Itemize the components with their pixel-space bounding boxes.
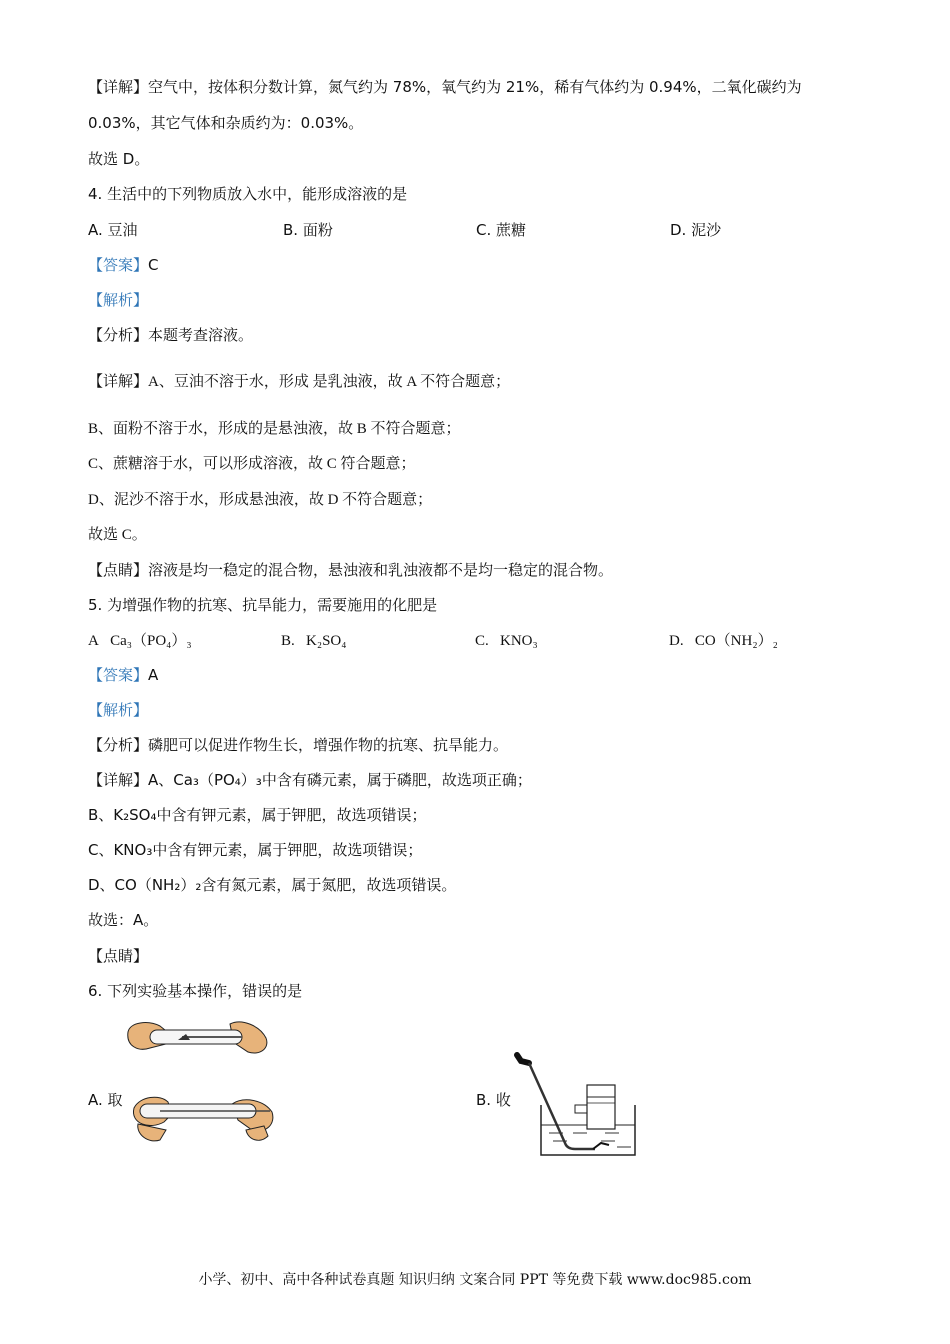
q5-detail-c: C、KNO₃中含有钾元素，属于钾肥，故选项错误；: [88, 841, 423, 859]
q6-stem: 6. 下列实验基本操作，错误的是: [88, 982, 303, 1000]
option-formula: CO（NH₂）₂: [694, 633, 778, 649]
answer-value: C: [148, 256, 159, 274]
option-formula: Ca₃（PO₄）₃: [110, 633, 192, 649]
q5-comment: 【点睛】: [88, 947, 149, 965]
q5-option-d: [669, 631, 778, 651]
q5-detail-a: 【详解】A、Ca₃（PO₄）₃中含有磷元素，属于磷肥，故选项正确；: [88, 771, 532, 789]
q6-option-b: B. 收: [476, 1091, 511, 1109]
q4-detail-c: C、蔗糖溶于水，可以形成溶液，故 C 符合题意；: [88, 456, 416, 472]
q4-analysis: 【分析】本题考查溶液。: [88, 326, 254, 344]
q4-stem: 4. 生活中的下列物质放入水中，能形成溶液的是: [88, 185, 408, 203]
q3-conclusion: 故选 D。: [88, 150, 150, 168]
gas-collection-apparatus-illustration: [505, 1045, 645, 1160]
q3-detail-line1: 【详解】空气中，按体积分数计算，氮气约为 78%，氧气约为 21%，稀有气体约为 0.94%，二氧化碳约为: [88, 78, 802, 96]
q4-detail-d: D、泥沙不溶于水，形成悬浊液，故 D 不符合题意；: [88, 492, 433, 508]
q4-option-d: D. 泥沙: [670, 221, 722, 239]
answer-tag: 【答案】: [88, 256, 149, 274]
q5-stem: 5. 为增强作物的抗寒、抗旱能力，需要施用的化肥是: [88, 596, 438, 614]
q4-detail-b: B、面粉不溶于水，形成的是悬浊液，故 B 不符合题意；: [88, 421, 461, 437]
option-formula: K₂SO₄: [306, 633, 347, 649]
q4-option-c: C. 蔗糖: [476, 221, 527, 239]
option-letter: C.: [475, 633, 489, 649]
q4-conclusion: 故选 C。: [88, 527, 147, 543]
q4-detail-a: 【详解】A、豆油不溶于水，形成 是乳浊液，故 A 不符合题意；: [88, 374, 511, 390]
q5-option-c: [475, 631, 538, 651]
q5-answer: [88, 665, 158, 685]
q5-option-a: [88, 631, 192, 651]
option-letter: D.: [669, 633, 684, 649]
answer-tag: 【答案】: [88, 666, 149, 684]
q3-detail-line2: 0.03%，其它气体和杂质约为：0.03%。: [88, 114, 364, 132]
q5-analysis: 【分析】磷肥可以促进作物生长，增强作物的抗寒、抗旱能力。: [88, 736, 509, 754]
q4-answer: [88, 255, 159, 275]
q4-analysis-tag: 【解析】: [88, 291, 149, 309]
q4-option-b: B. 面粉: [283, 221, 333, 239]
q4-comment: 【点睛】溶液是均一稳定的混合物，悬浊液和乳浊液都不是均一稳定的混合物。: [88, 561, 614, 579]
option-formula: KNO₃: [500, 633, 538, 649]
test-tube-hands-illustration: [120, 1012, 280, 1152]
page-footer: 小学、初中、高中各种试卷真题 知识归纳 文案合同 PPT 等免费下载 www.doc985.com: [198, 1272, 752, 1288]
q5-conclusion: 故选：A。: [88, 911, 159, 929]
q5-option-b: [281, 631, 346, 651]
q4-option-a: A. 豆油: [88, 221, 138, 239]
q5-detail-d: D、CO（NH₂）₂含有氮元素，属于氮肥，故选项错误。: [88, 876, 457, 894]
option-letter: A: [88, 633, 99, 649]
answer-value: A: [148, 666, 159, 684]
q5-analysis-tag: 【解析】: [88, 701, 149, 719]
option-letter: B.: [281, 633, 295, 649]
q6-option-a: A. 取: [88, 1091, 123, 1109]
q5-detail-b: B、K₂SO₄中含有钾元素，属于钾肥，故选项错误；: [88, 806, 427, 824]
